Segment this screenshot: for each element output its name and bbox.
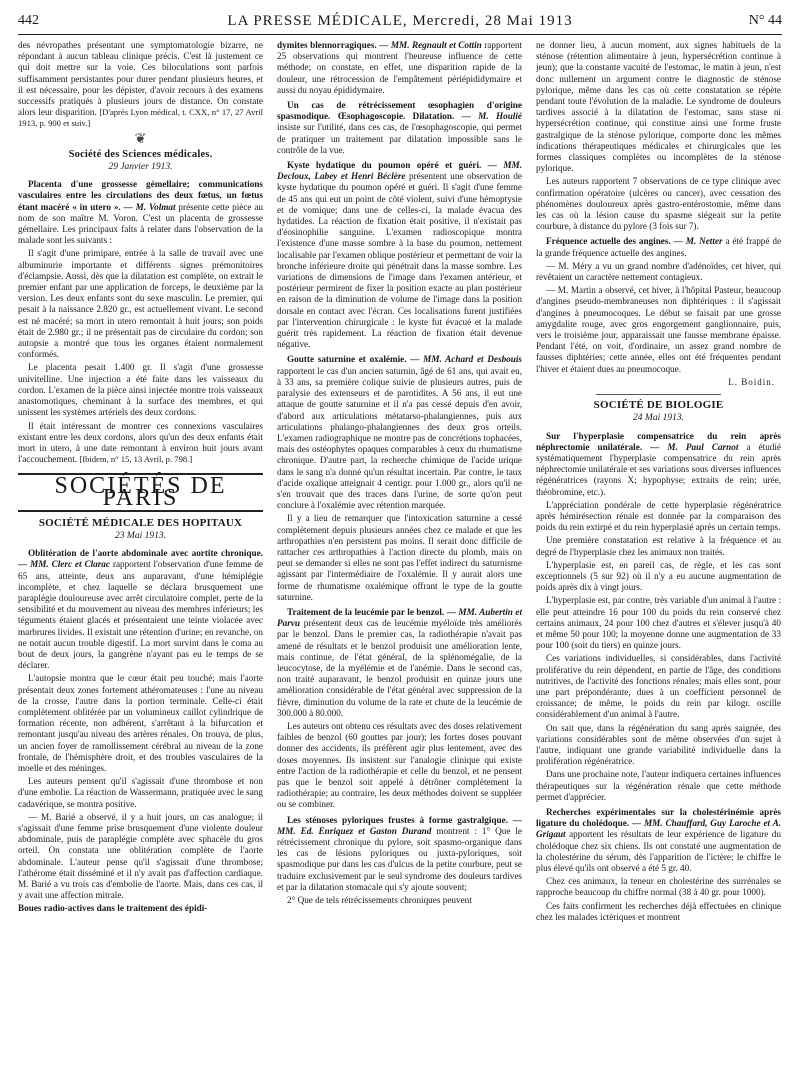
article-title: Sur l'hyperplasie compensatrice du rein après néphrectomie unilatérale. — [536, 430, 781, 452]
paragraph: — M. Martin a observé, cet hiver, à l'hôpital Pasteur, beaucoup d'angines pseudo-membraneuses non diphtériques : il s'agissait d'angines à pneumocoques. Le début se faisait par une grosse amygdalite rouge, avec gros engorgement ganglionnaire, puis, vers le troisième jour, apparaissait une fausse membrane épaisse. Pendant l'été, on voit, d'ordinaire, un assez grand nombre de fausses diphtéries; cette année, elles ont été fréquentes pendant l'hiver et étaient dues au pneumocoque. — [536, 285, 781, 374]
section-date: 29 Janvier 1913. — [108, 162, 173, 173]
source-ref: [Ibidem, n° 15, 13 Avril, p. 798.] — [79, 454, 193, 465]
text: rapportent 25 observations qui montrent l'heureuse influence de cette méthode; on constate, en effet, une disparition rapide de la douleur, une rétrocession de l'empâtement périépididymaire et aussi du noyau épididymaire. — [277, 40, 522, 95]
paragraph: — M. Barié a observé, il y a huit jours, un cas analogue; il s'agissait d'une femme prise brusquement d'une violente douleur abdominale, puis de paraplégie complète avec sphacèle du gros orteil. On constata une oblitération complète de l'aorte abdominale. L'auteur pense qu'il s'agissait d'une thrombose; l'athérome était disséminé et il n'y avait pas d'affection cardiaque. M. Barié a vu trois cas d'embolie de l'aorte. Mais, dans ces cas, il y avait une affection mitrale. — [18, 811, 263, 901]
paragraph: Le placenta pesait 1.400 gr. Il s'agit d'une grossesse univitelline. Une injection a été faite dans les vaisseaux du cordon. L'examen de la pièce ainsi injectée montre trois vaisseaux anastomotiques, cheminant à la surface des membres, et qui unissent les systèmes artériels des deux cordons. — [18, 362, 263, 418]
paragraph: L'hyperplasie est, en pareil cas, de règle, et les cas sont exceptionnels (5 sur 92) où il n'y a eu aucune augmentation de poids après dix à vingt jours. — [536, 559, 781, 593]
column-3 — [536, 40, 781, 1074]
text: rapportent le cas d'un ancien saturnin, âgé de 61 ans, qui avait eu, à 33 ans, sa première colique suivie de plusieurs autres, puis de paralysie des extenseurs et de parotidites. A 56 ans, il eut une attaque de goutte saturnine et il n'a pas cessé depuis d'en avoir, d'abord aux articulations métatarso-phalangiennes, puis aux articulations phalango-phalangiennes des deux gros orteils. L'examen radiographique ne montre pas de concrétions tophacées, mais des ostéophytes opaques comparables à ceux du rhumatisme chronique. D'autre part, la recherche chimique de l'acide urique dans le sang n'a donné qu'un résultat incertain. Par contre, le taux d'acide oxalique atteignait 4 centigr. pour 1.000 gr., alors qu'il ne s'en trouvait que des traces dans l'urine, de sorte qu'on peut conclure à l'oxalémie avec rétention marquée. — [277, 365, 522, 511]
text: présentent une observation de kyste hydatique du poumon opéré et guéri. Il s'agit d'une femme de 45 ans qui eut un point de côté violent, suivi d'une hémoptysie et de vomique; dans une de celles-ci, la malade évacua des hydatides. La réaction de fixation était positive, il n'existait pas d'éosinophilie sanguine. L'examen radioscopique montra l'existence d'une masse sombre à la base du poumon, nettement localisable par l'examen oblique postérieur et permettant de voir la bronche inférieure droite qui pénétrait dans la masse sombre. Les variations de dimensions de l'image dans l'examen antérieur, et postérieur permirent de fixer la position exacte au plan postérieur en raison de la diminution de volume de l'image dans la position dorsale en contact avec l'écran. Ces localisations furent justifiées par l'intervention chirurgicale : le kyste fut évacué et la malade guérit très rapidement. La réaction de fixation était devenue négative. — [277, 171, 522, 350]
article — [536, 431, 781, 498]
paragraph: Les auteurs pensent qu'il s'agissait d'une thrombose et non d'une embolie. La réaction de Wassermann, pratiquée avec le sang cadavérique, se montra positive. — [18, 776, 263, 809]
article-title: Placenta d'une grossesse gémellaire; communications vasculaires entre les circulations des deux fœtus, un fœtus étant macéré « in utero ». — [18, 179, 263, 212]
article-title: Fréquence actuelle des angines. — [546, 236, 671, 247]
section-date: 23 Mai 1913. — [115, 530, 166, 541]
article — [536, 236, 781, 258]
page-header — [18, 8, 782, 35]
paragraph: ne donner lieu, à aucun moment, aux signes habituels de la sténose (rétention alimentaire à jeun, hypersécrétion continue à jeun); que la constante vacuité de l'estomac, le matin à jeun, n'est donc nullement un argument contre le diagnostic de sténose pylorique, même dans les cas où cette constatation se répète pendant toute l'évolution de la maladie. Le syndrome de douleurs tardives associé à la dilatation de l'estomac, sans stase ni hypersécrétion continue, qui constitue ainsi une forme fruste gastralgique de la sténose pylorique, comporte donc les mêmes indications thérapeutiques médicales et chirurgicales que les formes classiques complètes ou incomplètes de la sténose pylorique. — [536, 40, 781, 174]
source-ref: [D'après Lyon médical, t. CXX, n° 17, 27 Avril 1913, p. 900 et suiv.] — [18, 107, 263, 129]
page-number: 442 — [18, 13, 39, 28]
paragraph: On sait que, dans la régénération du sang après saignée, des variations considérables sont de même observées d'un sujet à l'autre, indiquant une grande variabilité individuelle dans la prolifération régénératrice. — [536, 722, 781, 767]
paragraph: Les auteurs rapportent 7 observations de ce type clinique avec confirmation opératoire (ulcères ou cancer), avec cessation des phénomènes douloureux après gastro-entérostomie, même dans les cas où la lésion cause du spasme siégeait sur la petite courbure, à distance du pylore (3 fois sur 7). — [536, 176, 781, 232]
paragraph: 2° Que de tels rétrécissements chroniques peuvent — [287, 895, 472, 906]
text: a été frappé de la grande fréquence actuelle des angines. — [536, 236, 781, 258]
article-author: — M. Houlié — [461, 111, 522, 122]
text: présentent deux cas de leucémie myéloïde très améliorés par le benzol. Dans le premier cas, la radiothérapie n'avait pas amené de résultats et le benzol produisit une amélioration lente, mais continue, de l'état général, de la splénomégalie, de la leucocytose, de la myélémie et de l'anémie. Dans le second cas, non traité auparavant, le benzol produisit en quinze jours une amélioration considérable de l'état général avec suppression de la fièvre, diminution du volume de la rate et chute de la leucémie de 300.000 à 80.000. — [277, 618, 522, 718]
article — [277, 354, 522, 511]
article-title: Goutte saturnine et oxalémie. — [287, 354, 407, 365]
article-title: Boues radio-actives dans le traitement des épidi- — [18, 903, 208, 914]
article — [18, 179, 263, 246]
section-title: SOCIÉTÉ MÉDICALE DES HOPITAUX — [38, 516, 243, 529]
paragraph: Ces faits confirment les recherches déjà effectuées en clinique chez les malades ictériques et montrent — [536, 900, 781, 922]
section-title: SOCIÉTÉ DE BIOLOGIE — [593, 399, 724, 412]
article-title: Kyste hydatique du poumon opéré et guéri. — [287, 160, 482, 171]
paragraph: Ces variations individuelles, si considérables, dans l'activité proliférative du rein dépendent, en partie de l'âge, des conditions nutritives, de l'activité des fonctions rénales; mais elles sont, pour une part prépondérante, dues à un coefficient personnel de croissance; de même, le poids du rein par kilogr. oscille considérablement d'un animal à l'autre. — [536, 653, 781, 720]
paragraph: L'appréciation pondérale de cette hyperplasie régénératrice après hémirésection rénale est donnée par la comparaison des poids du rein extirpé et du rein hyperplasié après un certain temps. — [536, 499, 781, 533]
article — [277, 160, 522, 350]
text: Il était intéressant de montrer ces connexions vasculaires existant entre les deux cordons, alors qu'un des deux enfants était mort in utero, à une date remontant à environ huit jours avant l'accouchement. — [18, 420, 263, 465]
issue-date: Mercredi, 28 Mai 1913 — [412, 12, 573, 29]
article-author: — M. Volmat — [123, 201, 176, 212]
signature: L. Boidin. — [728, 376, 775, 387]
article-title: Un cas de rétrécissement œsophagien d'origine spasmodique. Œsophagoscopie. Dilatation. — [277, 100, 522, 122]
article-title: Traitement de la leucémie par le benzol. — [287, 606, 445, 617]
paragraph — [18, 421, 263, 466]
paragraph: L'hyperplasie est, par contre, très variable d'un animal à l'autre : elle peut atteindre 16 pour 100 du poids du rein conservé chez certains animaux, 24 pour 100 chez d'autres et s'élever jusqu'à 40 et même 50 pour 100; la moyenne donne une augmentation de 33 pour 100 (soit du tiers) en quinze jours. — [536, 595, 781, 651]
paragraph: Dans une prochaine note, l'auteur indiquera certaines influences thérapeutiques sur la régénération rénale que cette méthode permet d'apprécier. — [536, 769, 781, 802]
article — [277, 40, 522, 96]
paragraph: Chez ces animaux, la teneur en cholestérine des surrénales se rapproche beaucoup du chiffre normal (38 à 40 gr. pour 1000). — [536, 876, 781, 898]
text: des névropathes présentant une symptomatologie bizarre, ne répondant à aucun tableau clinique précis. C'est là justement ce qui doit mettre sur la voie. Ces biloculations sont parfois suffisamment persistantes pour durer pendant plusieurs heures, et il est nécessaire, pour les dépister, d'avoir recours à des examens successifs pratiqués à plusieurs jours de distance. On constate alors leur disparition. — [18, 40, 263, 118]
column-2 — [277, 40, 522, 1074]
article-author: — MM. Achard et Desbouis — [410, 354, 522, 365]
article-author: — MM. Clerc et Clarac — [18, 559, 110, 570]
article-title: Oblitération de l'aorte abdominale avec aortite chronique. — [28, 548, 263, 559]
article-author: — MM. Ed. Enriquez et Gaston Durand — [277, 814, 522, 836]
article-title: Recherches expérimentales sur la cholestérinémie après ligature du cholédoque. — [536, 807, 781, 829]
article — [277, 607, 522, 719]
article — [277, 100, 522, 156]
article-author: — MM. Chauffard, Guy Laroche et A. Grigaut — [536, 818, 781, 840]
paragraph — [18, 40, 263, 130]
ornament-icon: ❦ — [134, 131, 147, 147]
text: rapportent l'observation d'une femme de 65 ans, atteinte, deux ans auparavant, d'une hémiplégie incomplète, et chez laquelle se déclara brusquement une paraplégie douloureuse avec arrêt circulatoire complet, perte de la sensibilité et du mouvement au niveau des membres inférieurs; les téguments étaient glacés et présentaient une teinte violacée avec marbrures livides. Il existait une rétention d'urine; en revanche, on ne notait aucun trouble digestif. La mort survint dans le coma au bout de deux jours, la gangrène n'ayant pas eu le temps de se déclarer. — [18, 559, 263, 671]
article-author: — MM. Decloux, Labey et Henri Béclère — [277, 160, 522, 182]
section-banner: SOCIÉTÉS DE PARIS — [54, 473, 227, 511]
journal-name: LA PRESSE MÉDICALE, — [227, 12, 408, 29]
article-title: dymites blennorragiques. — [277, 40, 377, 50]
paragraph: Il y a lieu de remarquer que l'intoxication saturnine a cessé complètement depuis plusieurs années chez ce malade et que les arthropathies n'en persistent pas moins. Il serait donc difficile de rattacher ces arthropathies à l'action directe du plomb, mais on peut se demander si elles ne sont pas l'effet indirect du saturnisme agissant par l'intermédiaire de l'oxalémie. Il y aurait alors une forme de rhumatisme oxalémique offrant le type de la goutte saturnine. — [277, 513, 522, 602]
article — [18, 548, 263, 671]
article-title-start — [18, 903, 263, 914]
text: a étudié systématiquement l'hyperplasie compensatrice du rein après néphrectomie unilatérale et ses variations sous diverses influences régénératrices (rayons X; hypophyse; extraits de rein; urée, théobromine, etc.). — [536, 441, 781, 497]
text: montrent : 1° Que le rétrécissement chronique du pylore, soit spasmo-organique dans les cas de lésions pyloriques ou juxta-pyloriques, soit spasmodique pur dans les cas d'ulcus de la petite courbure, peut se traduire exclusivement par le seul syndrome des douleurs tardives et par la dilatation stomacale qui s'y ajoute souvent; — [277, 825, 522, 892]
paragraph: Une première constatation est relative à la fréquence et au degré de l'hyperplasie chez les animaux non traités. — [536, 535, 781, 557]
text: insiste sur l'utilité, dans ces cas, de l'œsophagoscopie, qui permet de pratiquer un traitement par dilatation impossible sans le contrôle de la vue. — [277, 122, 522, 155]
journal-title — [78, 13, 722, 30]
issue-number: N° 44 — [748, 13, 782, 28]
paragraph: — M. Méry a vu un grand nombre d'adénoïdes, cet hiver, qui revêtaient un caractère nettement contagieux. — [536, 260, 781, 283]
article-author: — MM. Aubertin et Parvu — [277, 606, 522, 629]
text: apportent les résultats de leur expérience de ligature du cholédoque chez six chiens. Ils ont constaté une augmentation de la cholestérine du sérum, dès l'apparition de l'ictère; le chiffre le plus élevé qu'ils ont observé a été 5 gr. 40. — [536, 829, 781, 874]
column-1 — [18, 40, 263, 1074]
text: présente cette pièce au nom de son maître M. Voron. C'est un placenta de grossesse gémellaire. Les principaux faits à relater dans l'observation de la malade sont les suivants : — [18, 201, 263, 246]
article-author: — MM. Regnault et Cottin — [379, 40, 482, 50]
article-title: Les sténoses pyloriques frustes à forme gastralgique. — [287, 814, 508, 825]
article-author: — M. Netter — [673, 236, 723, 247]
paragraph: L'autopsie montra que le cœur était peu touché; mais l'aorte présentait deux zones fortement athéromateuses : l'une au niveau de la crosse, l'autre dans la portion terminale. Celle-ci était complètement oblitérée par un volumineux caillot cylindrique de formation récente, non adhérent, s'arrêtant à la bifurcation et remontant jusqu'au niveau des artères rénales. On trouva, de plus, un ancien foyer de ramollissement cérébral au niveau de la zone frontale, de l'hémisphère droit, et des troubles vasculaires de la moelle et des méninges. — [18, 673, 263, 773]
section-title: Société des Sciences médicales. — [68, 148, 213, 160]
article — [536, 807, 781, 874]
paragraph: Il s'agit d'une primipare, entrée à la salle de travail avec une albuminurie importante et différents signes prémonitoires d'éclampsie. Aussi, dès que la dilatation est complète, on extrait le premier enfant par une application de forceps, le deuxième par la version. Les deux enfants sont du sexe masculin. Le premier, qui pesait à la naissance 2.820 gr., est actuellement vivant. Le second est né macéré; sa mort in utero remontait à huit jours; son poids était de 2.980 gr.; il ne présentait pas de circulaire du cordon; son autopsie a montré que tous les organes étaient normalement conformés. — [18, 248, 263, 360]
section-date: 24 Mai 1913. — [633, 413, 684, 424]
article — [277, 815, 522, 893]
divider — [596, 394, 721, 395]
paragraph: Les auteurs ont obtenu ces résultats avec des doses relativement faibles de benzol (60 gouttes par jour); les fortes doses pouvant donner des accidents, ils préfèrent agir plus lentement, avec des doses moyennes. Ils insistent sur l'analogie clinique qui existe entre l'action de la radiothérapie et celle du benzol, et ne pensent pas que le benzol soit appelé à détrôner complètement la radiothérapie; au contraire, les deux méthodes doivent se suppléer ou se combiner. — [277, 720, 522, 810]
columns — [18, 40, 782, 1074]
article-author: — M. Paul Carnot — [650, 441, 739, 452]
